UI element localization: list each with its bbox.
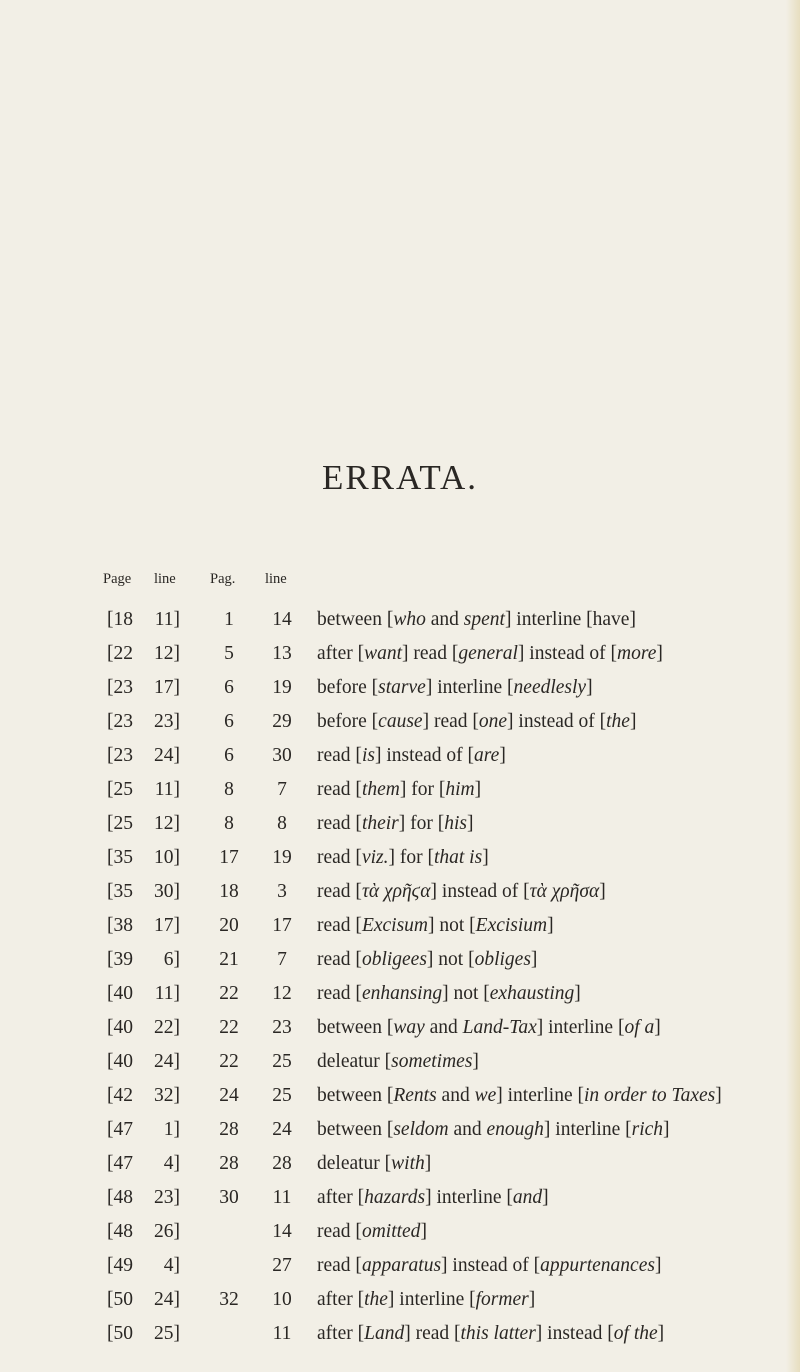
errata-pag-number: 22	[219, 1017, 239, 1038]
errata-page-number: [40	[107, 1017, 133, 1038]
errata-row	[0, 1218, 800, 1246]
errata-page-number: [23	[107, 711, 133, 732]
errata-row	[0, 1048, 800, 1076]
errata-pag-number: 18	[219, 881, 239, 902]
errata-line-number: 25]	[154, 1323, 180, 1344]
header-pag: Pag.	[210, 571, 236, 587]
errata-correction: after [hazards] interline [and]	[317, 1187, 549, 1208]
errata-line-number: 30]	[154, 881, 180, 902]
errata-pag-line-number: 13	[272, 643, 292, 664]
errata-page-number: [47	[107, 1153, 133, 1174]
errata-row	[0, 1286, 800, 1314]
header-line: line	[154, 571, 176, 587]
errata-page-number: [23	[107, 677, 133, 698]
errata-line-number: 6]	[163, 949, 180, 970]
errata-correction: read [apparatus] instead of [appurtenances]	[317, 1255, 662, 1276]
errata-row	[0, 708, 800, 736]
errata-line-number: 26]	[154, 1221, 180, 1242]
errata-correction: between [way and Land-Tax] interline [of a]	[317, 1017, 661, 1038]
errata-pag-line-number: 7	[277, 779, 287, 800]
errata-pag-line-number: 3	[277, 881, 287, 902]
errata-line-number: 23]	[154, 711, 180, 732]
errata-row	[0, 1184, 800, 1212]
errata-pag-line-number: 11	[272, 1187, 292, 1208]
errata-line-number: 23]	[154, 1187, 180, 1208]
errata-correction: before [cause] read [one] instead of [the]	[317, 711, 637, 732]
errata-line-number: 11]	[154, 609, 180, 630]
errata-correction: between [seldom and enough] interline [rich]	[317, 1119, 670, 1140]
errata-page-number: [22	[107, 643, 133, 664]
errata-line-number: 24]	[154, 1289, 180, 1310]
errata-pag-line-number: 25	[272, 1085, 292, 1106]
errata-page-number: [40	[107, 983, 133, 1004]
errata-pag-line-number: 10	[272, 1289, 292, 1310]
errata-page-number: [18	[107, 609, 133, 630]
errata-page-number: [25	[107, 813, 133, 834]
errata-page-number: [35	[107, 847, 133, 868]
errata-pag-line-number: 25	[272, 1051, 292, 1072]
errata-page-number: [48	[107, 1187, 133, 1208]
errata-row	[0, 844, 800, 872]
errata-page-number: [42	[107, 1085, 133, 1106]
errata-list	[0, 606, 800, 1354]
errata-row	[0, 878, 800, 906]
errata-pag-number: 6	[224, 745, 234, 766]
errata-line-number: 4]	[163, 1255, 180, 1276]
errata-line-number: 11]	[154, 983, 180, 1004]
errata-row	[0, 640, 800, 668]
errata-pag-line-number: 8	[277, 813, 287, 834]
errata-row	[0, 1252, 800, 1280]
errata-row	[0, 1014, 800, 1042]
column-header	[0, 571, 800, 595]
errata-row	[0, 912, 800, 940]
errata-pag-number: 1	[224, 609, 234, 630]
errata-pag-number: 22	[219, 1051, 239, 1072]
errata-correction: after [want] read [general] instead of [more]	[317, 643, 663, 664]
errata-page-number: [38	[107, 915, 133, 936]
errata-pag-line-number: 29	[272, 711, 292, 732]
errata-row	[0, 674, 800, 702]
page-title: ERRATA.	[321, 458, 479, 497]
errata-correction: after [the] interline [former]	[317, 1289, 536, 1310]
errata-row	[0, 1116, 800, 1144]
errata-page-number: [25	[107, 779, 133, 800]
errata-pag-line-number: 7	[277, 949, 287, 970]
errata-pag-number: 28	[219, 1153, 239, 1174]
errata-correction: before [starve] interline [needlesly]	[317, 677, 593, 698]
errata-line-number: 24]	[154, 745, 180, 766]
errata-row	[0, 1320, 800, 1348]
errata-page-number: [50	[107, 1323, 133, 1344]
page-edge-shadow	[786, 0, 800, 1372]
errata-correction: read [enhansing] not [exhausting]	[317, 983, 581, 1004]
errata-line-number: 32]	[154, 1085, 180, 1106]
errata-correction: read [is] instead of [are]	[317, 745, 506, 766]
errata-correction: read [their] for [his]	[317, 813, 474, 834]
errata-correction: after [Land] read [this latter] instead [of the]	[317, 1323, 665, 1344]
errata-pag-number: 21	[219, 949, 239, 970]
errata-row	[0, 1082, 800, 1110]
errata-page-number: [47	[107, 1119, 133, 1140]
errata-pag-line-number: 14	[272, 1221, 292, 1242]
errata-pag-line-number: 23	[272, 1017, 292, 1038]
errata-row	[0, 980, 800, 1008]
errata-line-number: 10]	[154, 847, 180, 868]
errata-correction: read [Excisum] not [Excisium]	[317, 915, 554, 936]
errata-pag-number: 32	[219, 1289, 239, 1310]
errata-page-number: [23	[107, 745, 133, 766]
errata-line-number: 12]	[154, 813, 180, 834]
errata-line-number: 17]	[154, 915, 180, 936]
errata-correction: read [obligees] not [obliges]	[317, 949, 538, 970]
errata-pag-line-number: 30	[272, 745, 292, 766]
errata-pag-number: 30	[219, 1187, 239, 1208]
errata-page-number: [50	[107, 1289, 133, 1310]
header-line-2: line	[265, 571, 287, 587]
errata-pag-number: 22	[219, 983, 239, 1004]
errata-pag-number: 6	[224, 711, 234, 732]
errata-correction: deleatur [with]	[317, 1153, 432, 1174]
errata-line-number: 12]	[154, 643, 180, 664]
errata-pag-line-number: 12	[272, 983, 292, 1004]
errata-page-number: [48	[107, 1221, 133, 1242]
errata-pag-number: 8	[224, 813, 234, 834]
errata-row	[0, 946, 800, 974]
errata-row	[0, 810, 800, 838]
errata-line-number: 22]	[154, 1017, 180, 1038]
errata-correction: deleatur [sometimes]	[317, 1051, 479, 1072]
header-page: Page	[103, 571, 132, 587]
errata-pag-line-number: 28	[272, 1153, 292, 1174]
errata-line-number: 1]	[163, 1119, 180, 1140]
errata-page-number: [49	[107, 1255, 133, 1276]
errata-pag-line-number: 11	[272, 1323, 292, 1344]
errata-page-number: [35	[107, 881, 133, 902]
errata-line-number: 17]	[154, 677, 180, 698]
errata-pag-line-number: 19	[272, 847, 292, 868]
errata-correction: between [who and spent] interline [have]	[317, 609, 636, 630]
errata-correction: between [Rents and we] interline [in order to Taxes]	[317, 1085, 722, 1106]
errata-correction: read [viz.] for [that is]	[317, 847, 489, 868]
errata-pag-number: 20	[219, 915, 239, 936]
errata-correction: read [τὰ χρῆϛα] instead of [τὰ χρῆσα]	[317, 881, 606, 902]
errata-pag-number: 17	[219, 847, 239, 868]
errata-pag-number: 24	[219, 1085, 239, 1106]
errata-line-number: 11]	[154, 779, 180, 800]
errata-page-number: [40	[107, 1051, 133, 1072]
errata-pag-number: 6	[224, 677, 234, 698]
errata-correction: read [them] for [him]	[317, 779, 482, 800]
errata-pag-line-number: 27	[272, 1255, 292, 1276]
errata-row	[0, 606, 800, 634]
errata-pag-line-number: 14	[272, 609, 292, 630]
errata-pag-line-number: 24	[272, 1119, 292, 1140]
errata-line-number: 4]	[163, 1153, 180, 1174]
errata-page-number: [39	[107, 949, 133, 970]
errata-pag-line-number: 17	[272, 915, 292, 936]
errata-correction: read [omitted]	[317, 1221, 427, 1242]
errata-row	[0, 776, 800, 804]
errata-pag-number: 5	[224, 643, 234, 664]
errata-line-number: 24]	[154, 1051, 180, 1072]
errata-pag-number: 8	[224, 779, 234, 800]
errata-pag-number: 28	[219, 1119, 239, 1140]
errata-row	[0, 742, 800, 770]
errata-row	[0, 1150, 800, 1178]
errata-pag-line-number: 19	[272, 677, 292, 698]
